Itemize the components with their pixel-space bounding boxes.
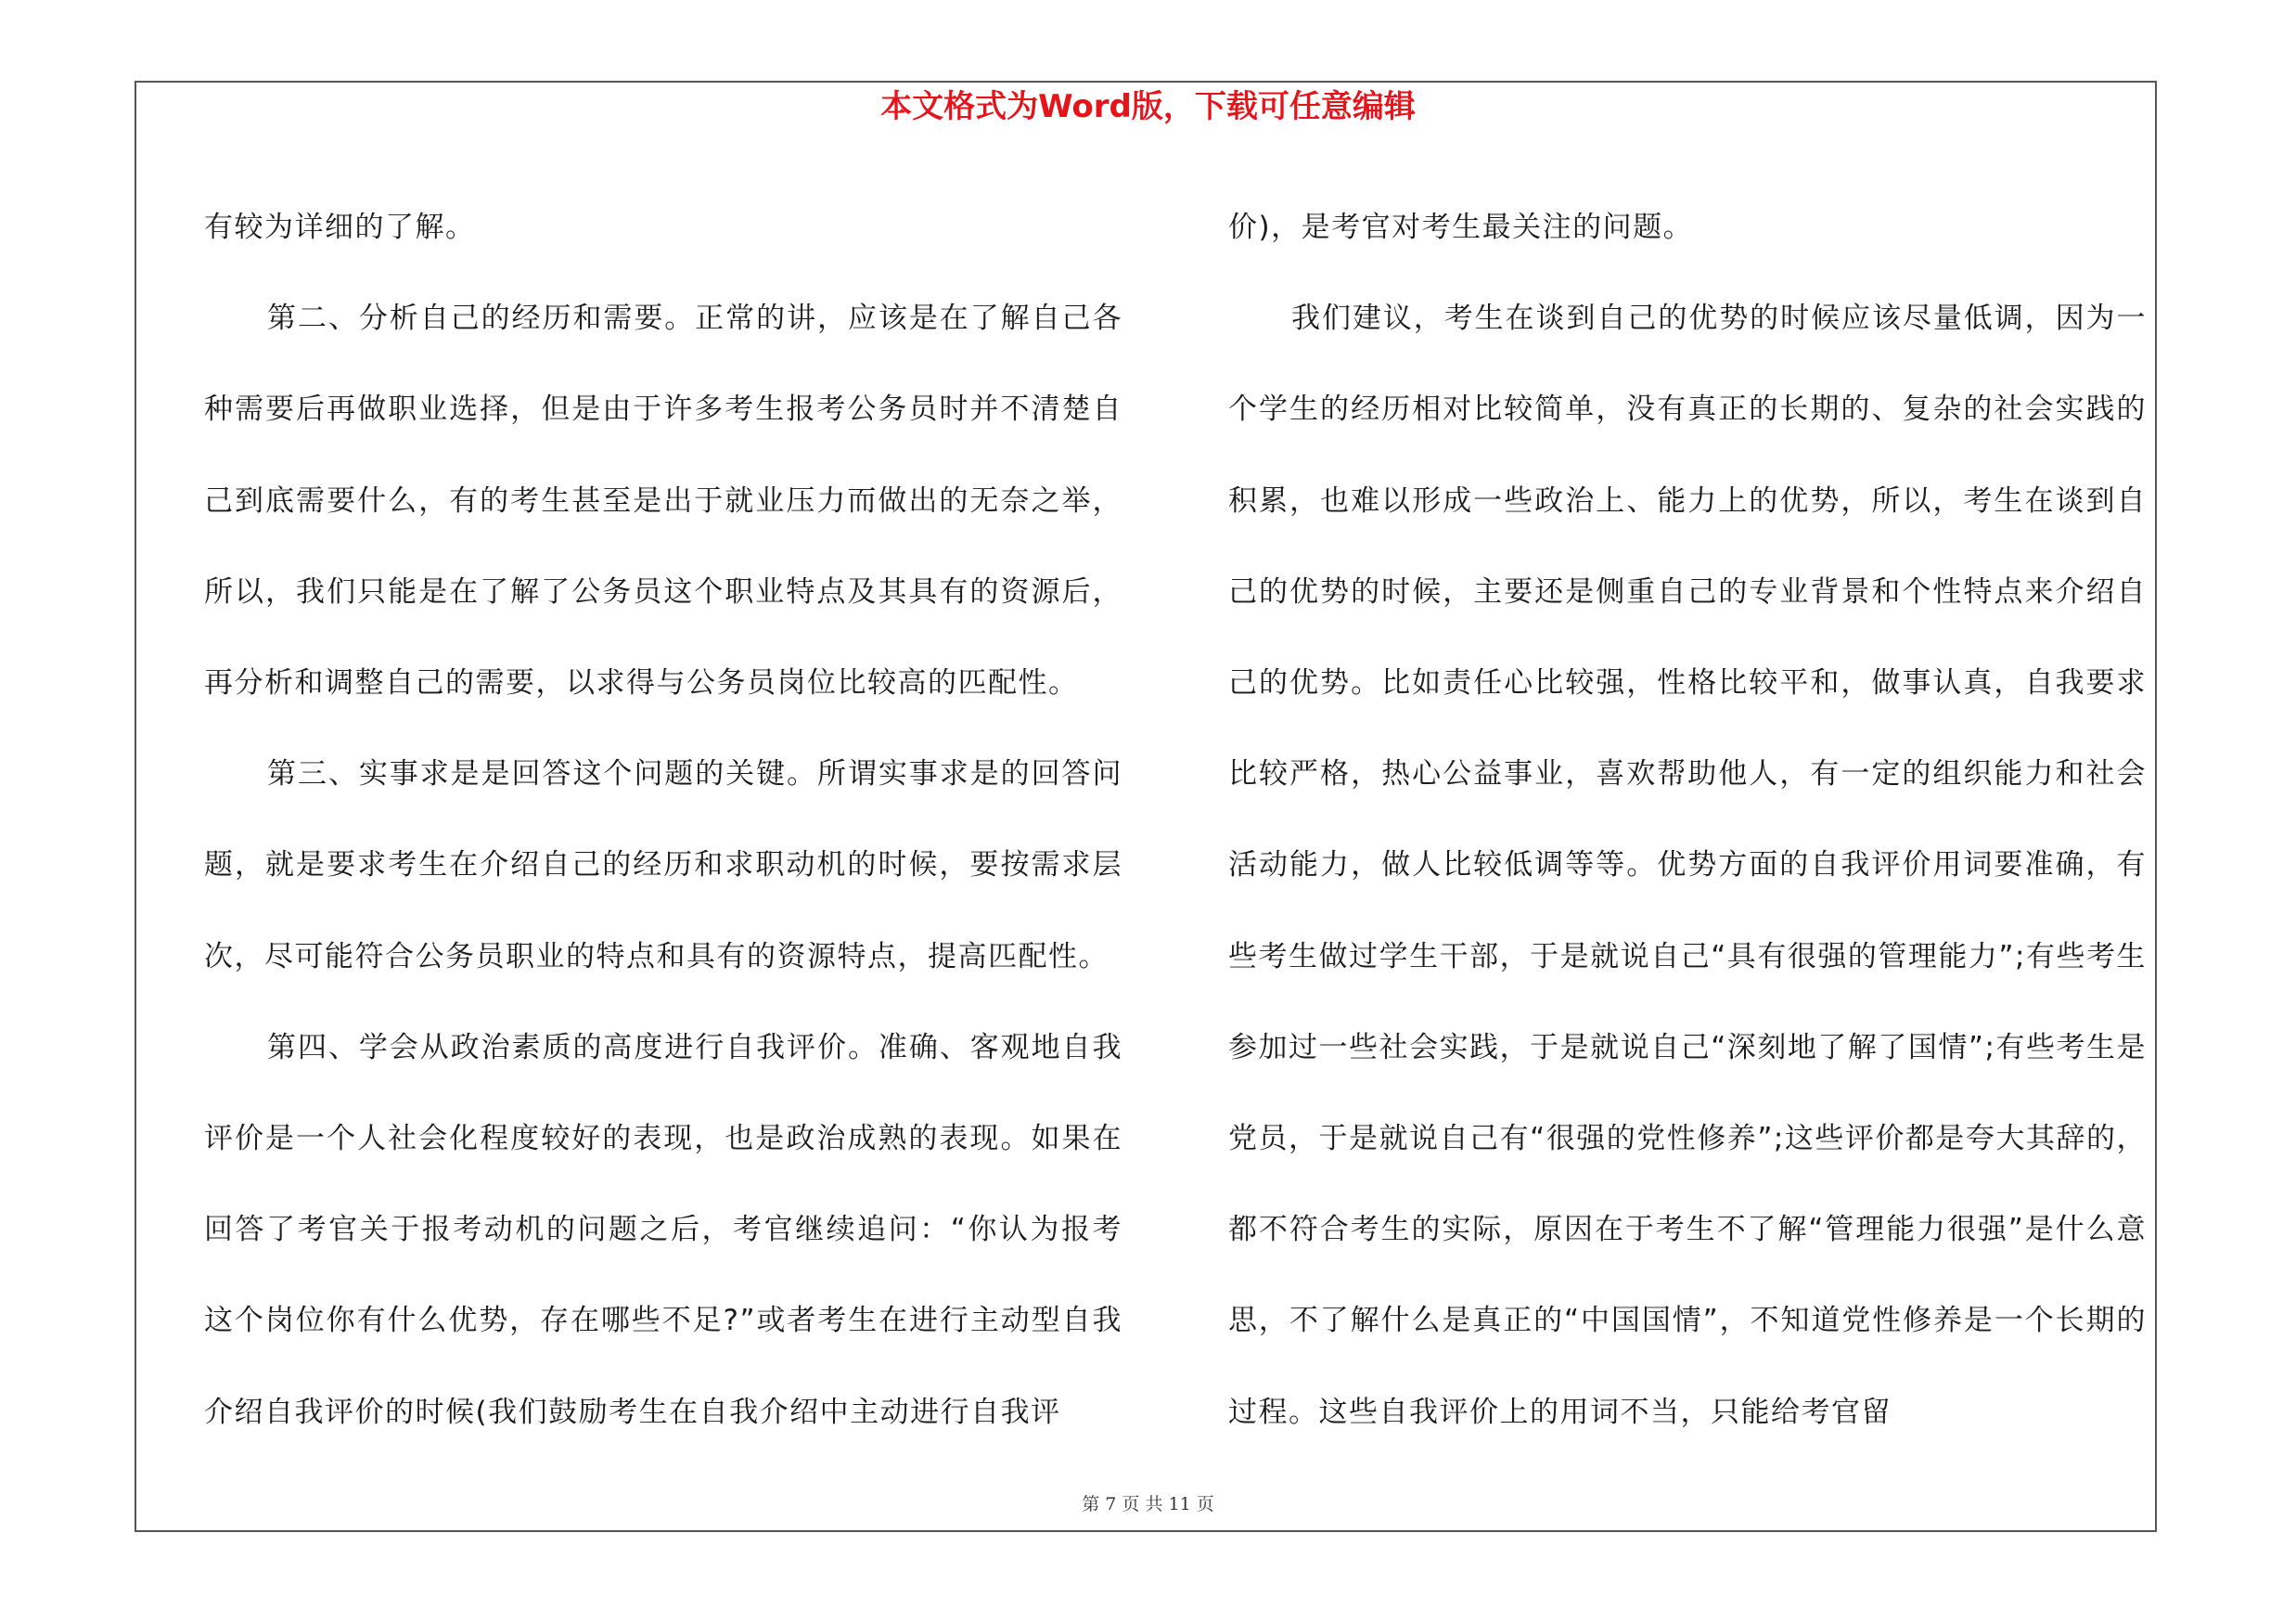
left-paragraph-1: 有较为详细的了解。 — [204, 211, 476, 244]
right-paragraph-2: 我们建议，考生在谈到自己的优势的时候应该尽量低调，因为一个学生的经历相对比较简单，没有真正的长期的、复杂的社会实践的积累，也难以形成一些政治上、能力上的优势，所以，考生在谈到自己的优势的时候，主要还是侧重自己的专业背景和个性特点来介绍自己的优势。比如责任心比较强，性格比较平和，做事认真，自我要求比较严格，热心公益事业，喜欢帮助他人，有一定的组织能力和社会活动能力，做人比较低调等等。优势方面的自我评价用词要准确，有些考生做过学生干部，于是就说自己“具有很强的管理能力”;有些考生参加过一些社会实践，于是就说自己“深刻地了解了国情”;有些考生是党员，于是就说自己有“很强的党性修养”;这些评价都是夸大其辞的，都不符合考生的实际，原因在于考生不了解“管理能力很强”是什么意思，不了解什么是真正的“中国国情”，不知道党性修养是一个长期的过程。这些自我评价上的用词不当，只能给考官留 — [1228, 302, 2147, 1429]
footer-total-pages: 11 — [1168, 1494, 1191, 1514]
footer-prefix: 第 — [1082, 1494, 1100, 1514]
left-paragraph-2: 第二、分析自己的经历和需要。正常的讲，应该是在了解自己各种需要后再做职业选择，但是由于许多考生报考公务员时并不清楚自己到底需要什么，有的考生甚至是出于就业压力而做出的无奈之举，所以，我们只能是在了解了公务员这个职业特点及其具有的资源后，再分析和调整自己的需要，以求得与公务员岗位比较高的匹配性。 — [204, 302, 1122, 701]
footer-mid: 页 共 — [1122, 1494, 1163, 1514]
left-column — [204, 182, 1122, 1458]
header-banner: 本文格式为Word版，下载可任意编辑 — [880, 88, 1416, 125]
page-footer — [0, 1491, 2296, 1517]
left-paragraph-3: 第三、实事求是是回答这个问题的关键。所谓实事求是的回答问题，就是要求考生在介绍自己的经历和求职动机的时候，要按需求层次，尽可能符合公务员职业的特点和具有的资源特点，提高匹配性。 — [204, 757, 1122, 973]
footer-current-page: 7 — [1105, 1494, 1117, 1514]
footer-suffix: 页 — [1196, 1494, 1214, 1514]
right-column — [1228, 182, 2147, 1458]
right-paragraph-1: 价)，是考官对考生最关注的问题。 — [1228, 211, 1694, 244]
left-paragraph-4: 第四、学会从政治素质的高度进行自我评价。准确、客观地自我评价是一个人社会化程度较好的表现，也是政治成熟的表现。如果在回答了考官关于报考动机的问题之后，考官继续追问：“你认为报考这个岗位你有什么优势，存在哪些不足?”或者考生在进行主动型自我介绍自我评价的时候(我们鼓励考生在自我介绍中主动进行自我评 — [204, 1030, 1122, 1429]
